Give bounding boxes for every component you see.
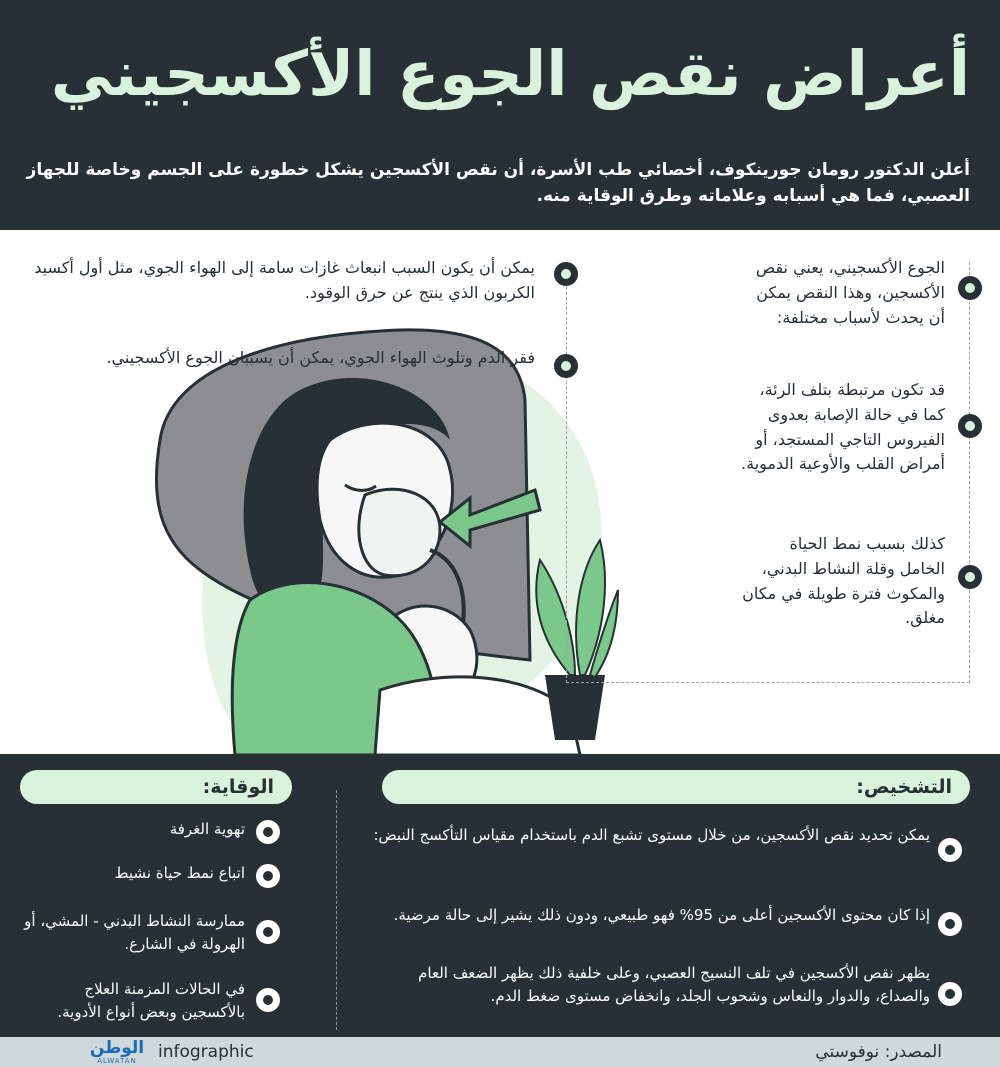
cause-item: فقر الدم وتلوث الهواء الجوي، يمكن أن يسببان الجوع الأكسجيني. xyxy=(106,348,535,367)
cause-item: الجوع الأكسجيني، يعني نقص الأكسجين، وهذا النقص يمكن أن يحدث لأسباب مختلفة: xyxy=(755,258,945,327)
prevention-item: في الحالات المزمنة العلاج بالأكسجين وبعض أنواع الأدوية. xyxy=(57,980,245,1021)
bullet-icon xyxy=(256,820,280,844)
diagnosis-item: إذا كان محتوى الأكسجين أعلى من 95% فهو طبيعي، ودون ذلك يشير إلى حالة مرضية. xyxy=(393,906,930,924)
alwatan-logo xyxy=(82,1039,152,1065)
prevention-item: ممارسة النشاط البدني - المشي، أو الهرولة في الشارع. xyxy=(24,912,245,953)
cause-item: قد تكون مرتبطة بتلف الرئة، كما في حالة الإصابة بعدوى الفيروس التاجي المستجد، أو أمراض القلب والأوعية الدموية. xyxy=(741,380,945,474)
bullet-icon xyxy=(958,414,982,438)
bullet-icon xyxy=(554,262,578,286)
diagnosis-heading: التشخيص: xyxy=(382,770,970,804)
logo-subtext: ALWATAN xyxy=(97,1057,137,1065)
bullet-icon xyxy=(958,565,982,589)
bullet-icon xyxy=(256,864,280,888)
bullet-icon xyxy=(958,276,982,300)
intro-paragraph: أعلن الدكتور رومان جورينكوف، أخصائي طب الأسرة، أن نقص الأكسجين يشكل خطورة على الجسم وخاصة للجهاز العصبي، فما هي أسبابه وعلاماته وطرق الوقاية منه. xyxy=(26,160,970,206)
patient-illustration xyxy=(140,240,620,755)
cause-item: يمكن أن يكون السبب انبعاث غازات سامة إلى الهواء الجوي، مثل أول أكسيد الكربون الذي ينتج عن حرق الوقود. xyxy=(34,258,535,302)
prevention-heading: الوقاية: xyxy=(20,770,292,804)
source-credit: المصدر: نوفوستي xyxy=(815,1042,942,1062)
infographic-label: infographic xyxy=(158,1042,254,1062)
logo-text: الوطن xyxy=(89,1038,145,1058)
page-title: أعراض نقص الجوع الأكسجيني xyxy=(50,37,970,110)
bullet-icon xyxy=(256,920,280,944)
bullet-icon xyxy=(554,354,578,378)
bullet-icon xyxy=(938,838,962,862)
oxygen-mask xyxy=(359,489,440,576)
cause-item: كذلك بسبب نمط الحياة الخامل وقلة النشاط البدني، والمكوث فترة طويلة في مكان مغلق. xyxy=(742,534,945,628)
prevention-item: اتباع نمط حياة نشيط xyxy=(114,864,245,882)
plant-pot xyxy=(545,675,605,740)
diagnosis-item: يظهر نقص الأكسجين في تلف النسيج العصبي، وعلى خلفية ذلك يظهر الضعف العام والصداع، والدوار والنعاس وشحوب الجلد، وانخفاض مستوى ضغط الدم. xyxy=(418,964,930,1005)
bullet-icon xyxy=(256,988,280,1012)
diagnosis-item: يمكن تحديد نقص الأكسجين، من خلال مستوى تشبع الدم باستخدام مقياس التأكسج النبض: xyxy=(373,826,930,844)
bullet-icon xyxy=(938,912,962,936)
prevention-item: تهوية الغرفة xyxy=(169,820,245,838)
section-divider xyxy=(336,790,337,1030)
bullet-icon xyxy=(938,982,962,1006)
